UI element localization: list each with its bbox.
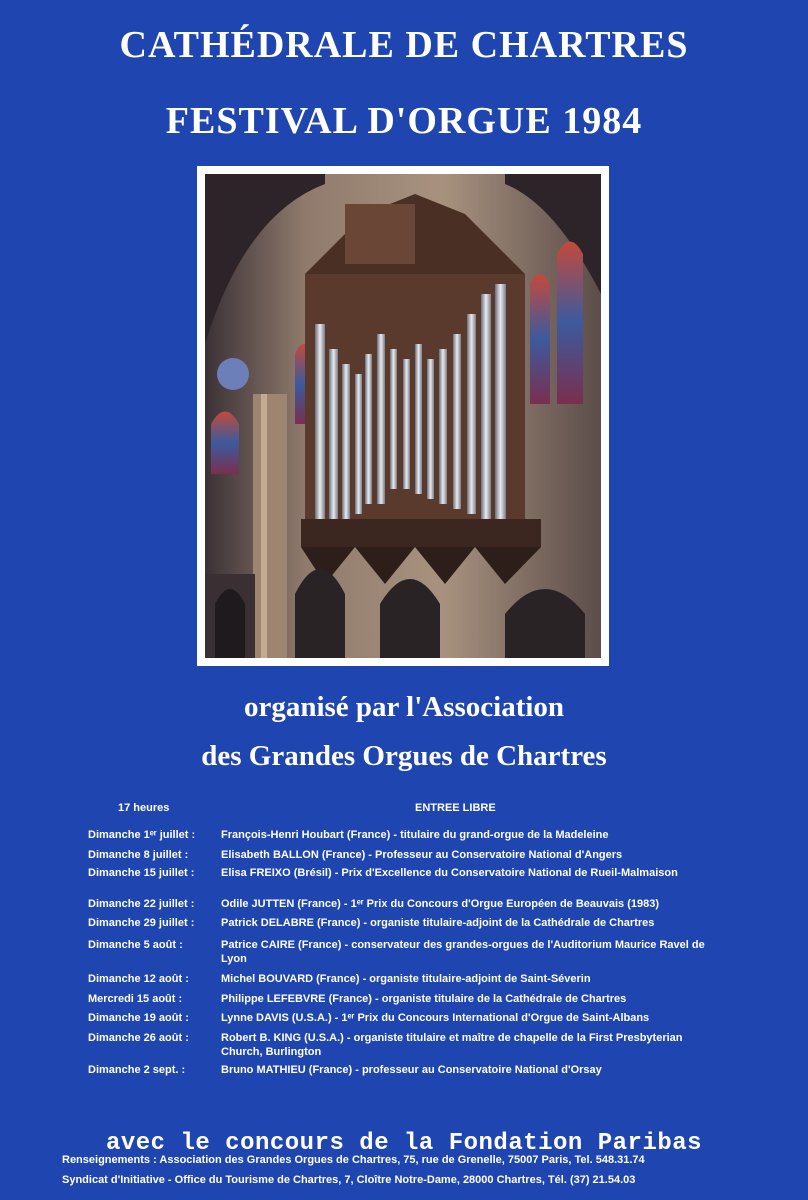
concert-performer: Elisabeth BALLON (France) - Professeur au Conservatoire National d'Angers xyxy=(221,849,623,861)
concert-date: Dimanche 1ᵉʳ juillet : xyxy=(88,829,196,841)
concert-performer: Philippe LEFEBVRE (France) - organiste titulaire de la Cathédrale de Chartres xyxy=(221,993,627,1005)
poster-title-cathedral: CATHÉDRALE DE CHARTRES xyxy=(119,24,689,66)
concert-date: Dimanche 8 juillet : xyxy=(88,849,189,861)
concert-performer: François-Henri Houbart (France) - titulaire du grand-orgue de la Madeleine xyxy=(221,829,609,841)
concert-date: Dimanche 29 juillet : xyxy=(88,917,195,929)
concert-date: Dimanche 26 août : xyxy=(88,1032,189,1044)
footer-tourism-line: Syndicat d'Initiative - Office du Tourisme de Chartres, 7, Cloître Notre-Dame, 28000 Chartres, Tél. (37) 21.54.03 xyxy=(62,1174,636,1186)
sponsor-line: avec le concours de la Fondation Paribas xyxy=(105,1130,703,1157)
organizer-line-1: organisé par l'Association xyxy=(243,691,565,723)
concert-date: Dimanche 19 août : xyxy=(88,1012,189,1024)
concert-date: Dimanche 5 août : xyxy=(88,939,183,951)
cathedral-organ-image xyxy=(205,174,601,658)
concert-performer: Elisa FREIXO (Brésil) - Prix d'Excellence du Conservatoire National de Rueil-Malmaison xyxy=(221,867,678,879)
footer-information-line: Renseignements : Association des Grandes Orgues de Chartres, 75, rue de Grenelle, 75007 Paris, Tel. 548.31.74 xyxy=(62,1154,645,1166)
organizer-line-2: des Grandes Orgues de Chartres xyxy=(201,740,607,772)
concert-date: Mercredi 15 août : xyxy=(88,993,183,1005)
concert-date: Dimanche 12 août : xyxy=(88,973,189,985)
poster-title-festival: FESTIVAL D'ORGUE 1984 xyxy=(165,100,643,142)
concert-performer: Lynne DAVIS (U.S.A.) - 1ᵉʳ Prix du Concours International d'Orgue de Saint-Albans xyxy=(221,1012,650,1024)
concert-performer: Michel BOUVARD (France) - organiste titulaire-adjoint de Saint-Séverin xyxy=(221,973,591,985)
concert-performer: Patrick DELABRE (France) - organiste titulaire-adjoint de la Cathédrale de Chartres xyxy=(221,917,655,929)
concert-time: 17 heures xyxy=(118,802,170,814)
concert-performer: Odile JUTTEN (France) - 1ᵉʳ Prix du Concours d'Orgue Européen de Beauvais (1983) xyxy=(221,898,660,910)
concert-date: Dimanche 2 sept. : xyxy=(88,1064,186,1076)
free-entry-label: ENTREE LIBRE xyxy=(415,802,496,814)
concert-performer: Patrice CAIRE (France) - conservateur des grandes-orgues de l'Auditorium Maurice Ravel de Lyon xyxy=(221,939,705,965)
concert-date: Dimanche 22 juillet : xyxy=(88,898,195,910)
concert-date: Dimanche 15 juillet : xyxy=(88,867,195,879)
concert-performer: Bruno MATHIEU (France) - professeur au Conservatoire National d'Orsay xyxy=(221,1064,602,1076)
organ-photo-frame xyxy=(197,166,609,666)
concert-performer: Robert B. KING (U.S.A.) - organiste titulaire et maître de chapelle de la First Presbyterian Church, Burlington xyxy=(221,1032,683,1058)
